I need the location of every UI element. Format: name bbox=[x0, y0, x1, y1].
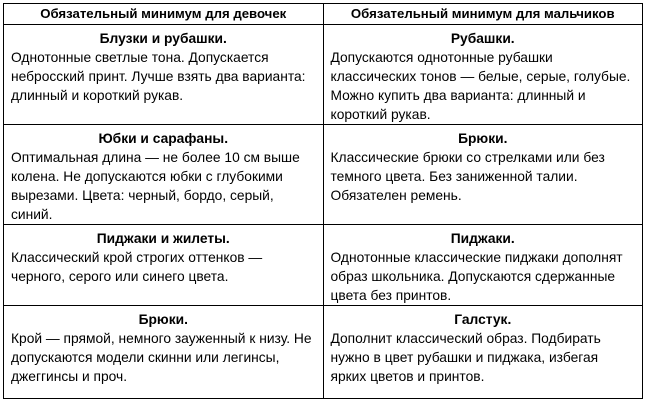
girls-cell bbox=[4, 25, 324, 125]
boys-item-title: Галстук. bbox=[454, 312, 512, 327]
boys-item-text: Допускаются однотонные рубашки классических тонов — белые, серые, голубые. Можно купить два варианта: длинный и короткий рукав. bbox=[330, 50, 631, 122]
girls-cell bbox=[4, 125, 324, 225]
table-row bbox=[4, 25, 643, 125]
girls-item-text: Оптимальная длина — не более 10 см выше колена. Не допускаются юбки с глубокими вырезами. Цвета: черный, бордо, серый, синий. bbox=[11, 150, 300, 222]
boys-item-text: Классические брюки со стрелками или без темного цвета. Без заниженной талии. Обязателен ремень. bbox=[330, 150, 605, 203]
table-row bbox=[4, 125, 643, 225]
girls-item-title: Юбки и сарафаны. bbox=[98, 131, 229, 146]
table-row bbox=[4, 306, 643, 399]
girls-cell bbox=[4, 225, 324, 306]
boys-cell bbox=[323, 225, 643, 306]
header-girls: Обязательный минимум для девочек bbox=[4, 4, 324, 25]
boys-item-title: Пиджаки. bbox=[450, 231, 515, 246]
girls-item-title: Брюки. bbox=[138, 312, 188, 327]
boys-item-text: Однотонные классические пиджаки дополнят образ школьника. Допускаются сдержанные цвета без принтов. bbox=[330, 250, 623, 303]
girls-item-title: Пиджаки и жилеты. bbox=[96, 231, 230, 246]
girls-item-title: Блузки и рубашки. bbox=[99, 31, 227, 46]
boys-cell bbox=[323, 306, 643, 399]
boys-item-title: Брюки. bbox=[458, 131, 508, 146]
girls-item-text: Классический крой строгих оттенков — черного, серого или синего цвета. bbox=[11, 250, 263, 284]
boys-item-text: Дополнит классический образ. Подбирать нужно в цвет рубашки и пиджака, избегая ярких цветов и принтов. bbox=[330, 331, 601, 384]
girls-item-text: Крой — прямой, немного зауженный к низу. Не допускаются модели скинни или легинсы, джеггинсы и проч. bbox=[11, 331, 312, 384]
girls-cell bbox=[4, 306, 324, 399]
uniform-table bbox=[3, 3, 643, 399]
girls-item-text: Однотонные светлые тона. Допускается небросский принт. Лучше взять два варианта: длинный и короткий рукав. bbox=[11, 50, 306, 103]
header-boys: Обязательный минимум для мальчиков bbox=[323, 4, 643, 25]
boys-item-title: Рубашки. bbox=[450, 31, 515, 46]
header-row bbox=[4, 4, 643, 25]
boys-cell bbox=[323, 25, 643, 125]
table-row bbox=[4, 225, 643, 306]
boys-cell bbox=[323, 125, 643, 225]
